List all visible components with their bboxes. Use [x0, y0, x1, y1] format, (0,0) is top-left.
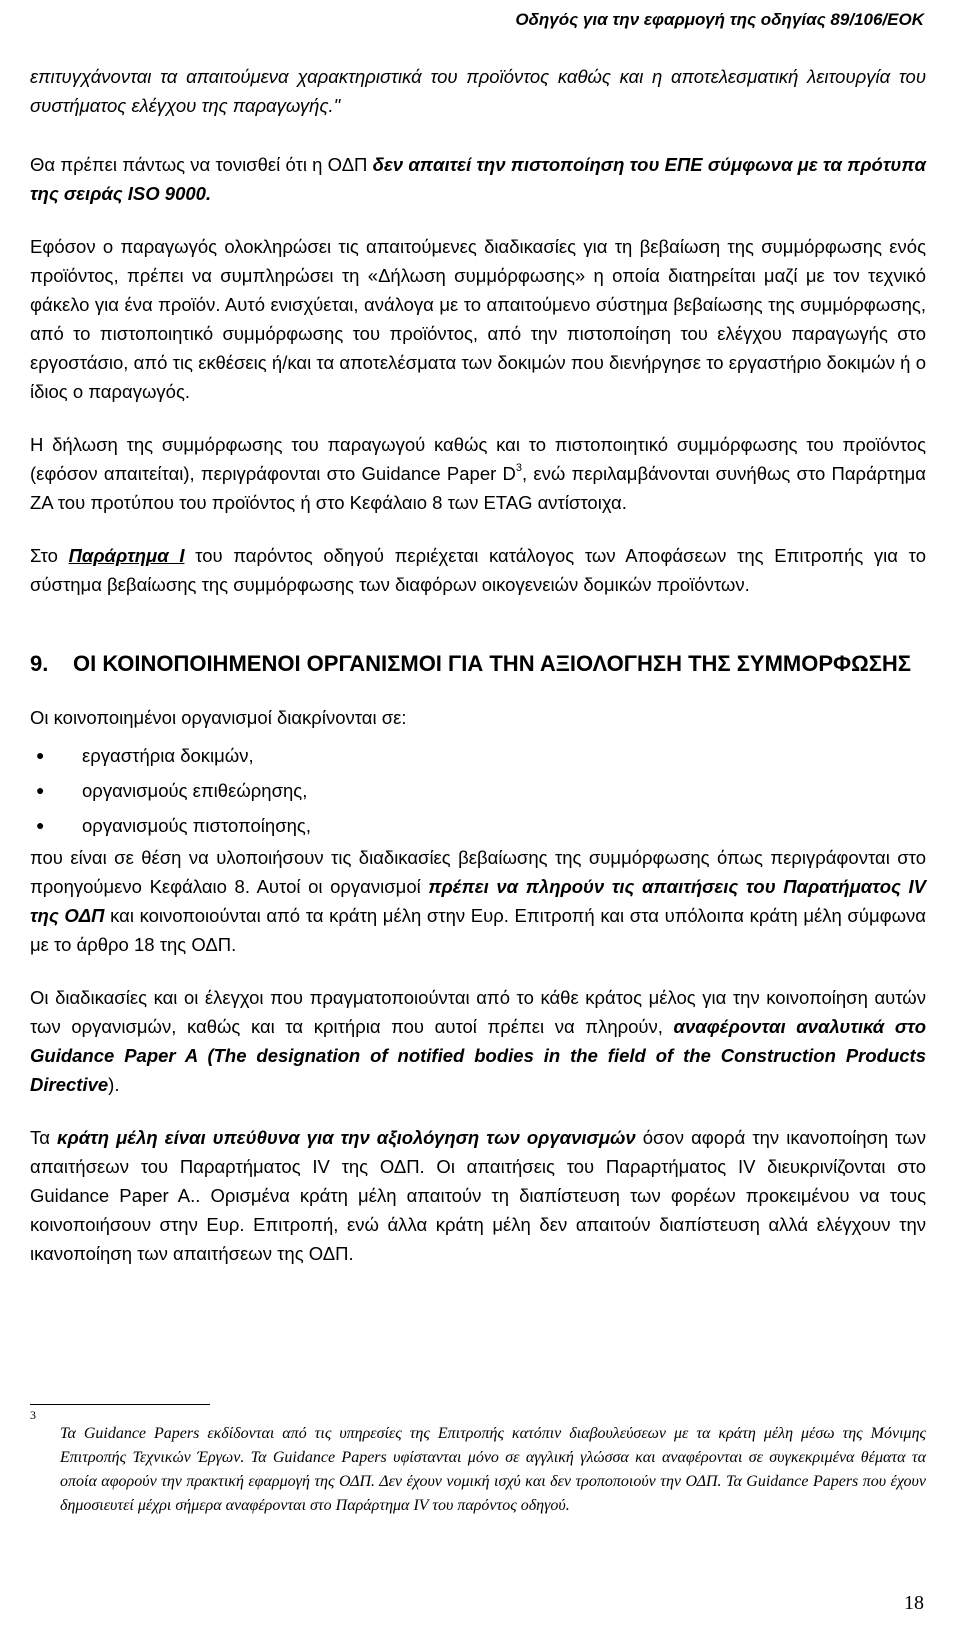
requirements-text: που είναι σε θέση να υλοποιήσουν τις διαδικασίες βεβαίωσης της συμμόρφωσης όπως περιγράφονται στο προηγούμενο Κεφάλαιο 8. Αυτοί οι οργανισμοί: [30, 847, 926, 897]
annex-i-text: Στο: [30, 545, 69, 566]
section-heading: [30, 649, 926, 679]
page-number: 18: [904, 1592, 924, 1614]
footnote-ref[interactable]: 3: [515, 462, 522, 474]
requirements-emphasis: πρέπει να πληρούν τις απαιτήσεις του Παρατήματος IV της ΟΔΠ: [30, 876, 927, 926]
footnote-number: 3: [30, 1408, 36, 1422]
paragraph-requirements: [30, 843, 926, 959]
section-number: 9.: [30, 651, 49, 676]
requirements-text-cont: και κοινοποιούνται από τα κράτη μέλη στην Ευρ. Επιτροπή και στα υπόλοιπα κράτη μέλη σύμφωνα με το άρθρο 18 της ΟΔΠ.: [30, 905, 927, 955]
member-states-emphasis: κράτη μέλη είναι υπεύθυνα για την αξιολόγηση των οργανισμών: [57, 1127, 636, 1148]
annex-i-text-cont: του παρόντος οδηγού περιέχεται κατάλογος των Αποφάσεων της Επιτροπής για το σύστημα βεβαίωσης της συμμόρφωσης των διαφόρων οικογενειών δομικών προϊόντων.: [30, 545, 926, 595]
guidance-a-text-cont: ).: [108, 1074, 120, 1095]
guidance-a-emphasis: αναφέρονται αναλυτικά στο Guidance Paper A (The designation of notified bodies in the field of the Construction Products Directive: [30, 1016, 927, 1095]
paragraph-guidance-a: [30, 983, 926, 1099]
paragraph-iso-note: [30, 150, 926, 208]
paragraph-bodies-intro: Οι κοινοποιημένοι οργανισμοί διακρίνονται σε:: [30, 707, 407, 728]
member-states-text: Τα: [30, 1127, 58, 1148]
footnote-divider: [30, 1404, 210, 1405]
guidance-d-text: Η δήλωση της συμμόρφωσης του παραγωγού καθώς και το πιστοποιητικό συμμόρφωσης του προϊόντος (εφόσον απαιτείται), περιγράφονται στο Guidance Paper D: [30, 434, 926, 484]
annex-i-link: Παράρτημα I: [68, 545, 185, 566]
member-states-text-cont: όσον αφορά την ικανοποίηση των απαιτήσεων του Παραρτήματος IV της ΟΔΠ. Οι απαιτήσεις του Παρaρτήματος IV διευκρινίζονται στο Guidance Paper A.. Ορισμένα κράτη μέλη απαιτούν τη διαπίστευση των φορέων προκειμένου να τους κοινοποιήσουν στην Ευρ. Επιτροπή, ενώ άλλα κράτη μέλη δεν απαιτούν διαπίστευση αλλά ελέγχουν την ικανοποίηση των απαιτήσεων της ΟΔΠ.: [30, 1127, 927, 1264]
running-header: Οδηγός για την εφαρμογή της οδηγίας 89/106/ΕΟΚ: [515, 10, 924, 29]
section-title: ΟΙ ΚΟΙΝΟΠΟΙΗΜΕΝΟΙ ΟΡΓΑΝΙΣΜΟΙ ΓΙΑ ΤΗΝ ΑΞΙΟΛΟΓΗΣΗ ΤΗΣ ΣΥΜΜΟΡΦΩΣΗΣ: [73, 651, 912, 676]
list-item-label: εργαστήρια δοκιμών,: [82, 745, 254, 766]
page-body: [30, 62, 926, 1268]
bodies-list: [30, 738, 926, 843]
footnote: [30, 1408, 926, 1518]
paragraph-annex-i: [30, 541, 926, 599]
list-item-label: οργανισμούς επιθεώρησης,: [82, 780, 308, 801]
guidance-a-text: Οι διαδικασίες και οι έλεγχοι που πραγματοποιούνται από το κάθε κράτος μέλος για την κοινοποίηση αυτών των οργανισμών, καθώς και τα κριτήρια που αυτοί πρέπει να πληρούν,: [30, 987, 926, 1037]
paragraph-quote-end: επιτυγχάνονται τα απαιτούμενα χαρακτηριστικά του προϊόντος καθώς και η αποτελεσματική λειτουργία του συστήματος ελέγχου της παραγωγής.": [30, 66, 926, 116]
paragraph-member-states: [30, 1123, 926, 1268]
list-item: [30, 738, 926, 773]
list-item: [30, 808, 926, 843]
paragraph-declaration: Εφόσον ο παραγωγός ολοκληρώσει τις απαιτούμενες διαδικασίες για τη βεβαίωση της συμμόρφωσης ενός προϊόντος, πρέπει να συμπληρώσει τη «Δήλωση συμμόρφωσης» η οποία διατηρείται μαζί με τον τεχνικό φάκελο για ένα προϊόν. Αυτό ενισχύεται, ανάλογα με το απαιτούμενο σύστημα βεβαίωσης της συμμόρφωσης, από το πιστοποιητικό συμμόρφωσης του προϊόντος, από την πιστοποίηση του ελέγχου παραγωγής στο εργοστάσιο, από τις εκθέσεις ή/και τα αποτελέσματα των δοκιμών που διενήργησε το εργαστήριο δοκιμών ή ο ίδιος ο παραγωγός.: [30, 236, 926, 402]
bullet-icon: ●: [36, 782, 45, 798]
iso-note-text: Θα πρέπει πάντως να τονισθεί ότι η ΟΔΠ: [30, 154, 373, 175]
paragraph-guidance-d: [30, 430, 926, 517]
guidance-d-text-cont: , ενώ περιλαμβάνονται συνήθως στο Παράρτημα ΖΑ του προτύπου του προϊόντος ή στο Κεφάλαιο 8 των ETAG αντίστοιχα.: [30, 463, 926, 513]
footnote-text: Τα Guidance Papers εκδίδονται από τις υπηρεσίες της Επιτροπής κατόπιν διαβουλεύσεων με τα κράτη μέλη μέσω της Μόνιμης Επιτροπής Τεχνικών Έργων. Τα Guidance Papers υφίστανται μόνο σε αγγλική γλώσσα και αναφέρονται σε συγκεκριμένα θέματα τα οποία αφορούν την πρακτική εφαρμογή της ΟΔΠ. Δεν έχουν νομική ισχύ και δεν τροποποιούν την ΟΔΠ. Τα Guidance Papers που έχουν δημοσιευτεί μέχρι σήμερα αναφέρονται στο Παράρτημα IV του παρόντος οδηγού.: [60, 1425, 926, 1514]
bullet-icon: ●: [36, 817, 45, 833]
iso-note-emphasis: δεν απαιτεί την πιστοποίηση του ΕΠΕ σύμφωνα με τα πρότυπα της σειράς ISO 9000.: [30, 154, 926, 204]
bullet-icon: ●: [36, 747, 45, 763]
list-item-label: οργανισμούς πιστοποίησης,: [82, 815, 311, 836]
list-item: [30, 773, 926, 808]
